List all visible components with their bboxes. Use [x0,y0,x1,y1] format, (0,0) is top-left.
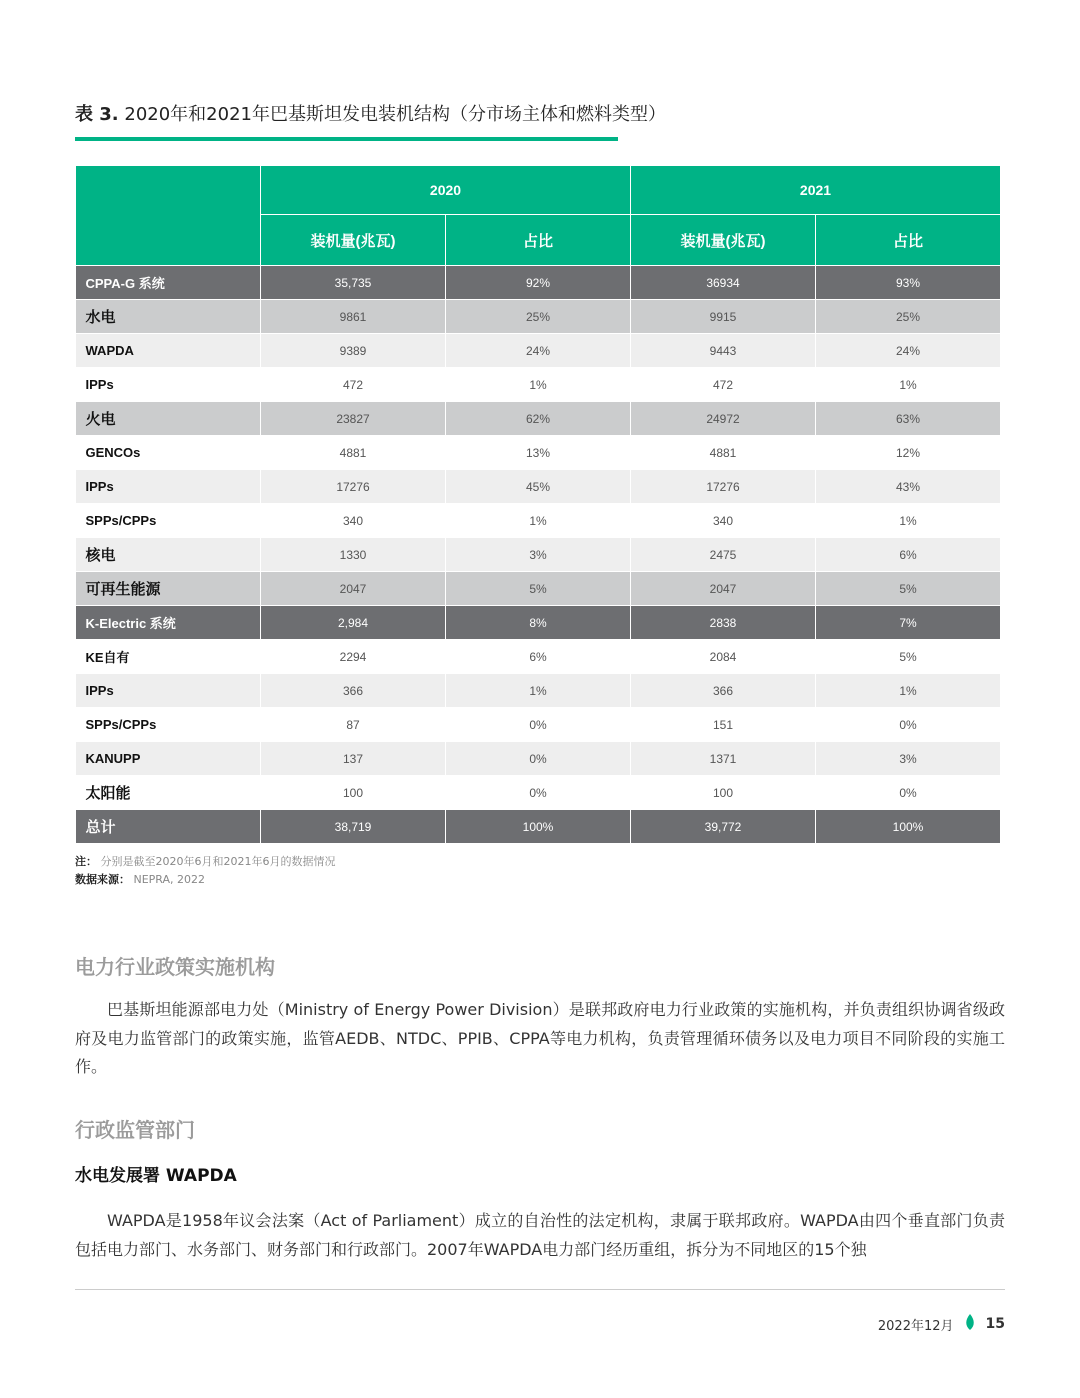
table-row [76,776,1001,810]
table-row [76,572,1001,606]
row-label: 火电 [76,402,261,436]
year-header-2021: 2021 [631,166,1001,215]
capacity-2020-cell: 2294 [261,640,446,674]
row-label: IPPs [76,470,261,504]
year-header-row [76,166,1001,215]
table-row [76,504,1001,538]
row-label: 核电 [76,538,261,572]
share-2020-cell: 45% [446,470,631,504]
caption-underline [75,137,618,141]
capacity-2021-cell: 472 [631,368,816,402]
capacity-2020-cell: 9861 [261,300,446,334]
section-heading-regulators: 行政监管部门 [75,1118,195,1142]
capacity-2020-cell: 23827 [261,402,446,436]
capacity-2021-cell: 2475 [631,538,816,572]
leaf-icon [964,1313,976,1335]
share-2020-cell: 5% [446,572,631,606]
share-2021-cell: 5% [816,640,1001,674]
capacity-2020-cell: 4881 [261,436,446,470]
year-header-2020: 2020 [261,166,631,215]
row-label: 太阳能 [76,776,261,810]
capacity-2020-cell: 35,735 [261,266,446,300]
col-share-2021: 占比 [816,215,1001,266]
row-label: K-Electric 系统 [76,606,261,640]
capacity-2021-cell: 39,772 [631,810,816,844]
table-notes [75,853,335,889]
capacity-2021-cell: 340 [631,504,816,538]
capacity-2021-cell: 36934 [631,266,816,300]
share-2021-cell: 25% [816,300,1001,334]
capacity-2020-cell: 2,984 [261,606,446,640]
share-2020-cell: 24% [446,334,631,368]
share-2021-cell: 24% [816,334,1001,368]
row-label: KE自有 [76,640,261,674]
table-body [76,266,1001,844]
share-2021-cell: 7% [816,606,1001,640]
table-row [76,436,1001,470]
source-line [75,871,335,889]
share-2020-cell: 1% [446,504,631,538]
footer-date: 2022年12月 [877,1318,954,1334]
share-2020-cell: 0% [446,776,631,810]
share-2021-cell: 0% [816,776,1001,810]
table-row [76,300,1001,334]
table-row [76,674,1001,708]
capacity-2020-cell: 366 [261,674,446,708]
share-2020-cell: 62% [446,402,631,436]
table-row [76,334,1001,368]
row-label: SPPs/CPPs [76,504,261,538]
share-2020-cell: 3% [446,538,631,572]
share-2020-cell: 25% [446,300,631,334]
row-label: 水电 [76,300,261,334]
row-label: GENCOs [76,436,261,470]
corner-header-cell [76,166,261,266]
capacity-2021-cell: 2047 [631,572,816,606]
footer-divider [75,1289,1005,1290]
capacity-2020-cell: 38,719 [261,810,446,844]
share-2021-cell: 1% [816,674,1001,708]
page-number: 15 [985,1316,1005,1332]
capacity-2021-cell: 1371 [631,742,816,776]
row-label: IPPs [76,674,261,708]
col-share-2020: 占比 [446,215,631,266]
capacity-2021-cell: 17276 [631,470,816,504]
table-total-row [76,810,1001,844]
capacity-2020-cell: 87 [261,708,446,742]
capacity-2020-cell: 17276 [261,470,446,504]
table-row [76,266,1001,300]
capacity-2020-cell: 472 [261,368,446,402]
share-2021-cell: 1% [816,368,1001,402]
capacity-2020-cell: 100 [261,776,446,810]
table-caption [75,100,666,126]
share-2021-cell: 12% [816,436,1001,470]
capacity-2021-cell: 100 [631,776,816,810]
row-label: CPPA-G 系统 [76,266,261,300]
capacity-2020-cell: 2047 [261,572,446,606]
share-2021-cell: 5% [816,572,1001,606]
note-label: 注： [75,855,97,868]
share-2021-cell: 0% [816,708,1001,742]
table-row [76,606,1001,640]
share-2021-cell: 93% [816,266,1001,300]
table-caption-label: 表 3. [75,104,119,125]
col-capacity-2020: 装机量(兆瓦) [261,215,446,266]
capacity-2021-cell: 9915 [631,300,816,334]
note-text: 分别是截至2020年6月和2021年6月的数据情况 [100,855,336,868]
table-row [76,640,1001,674]
capacity-2021-cell: 9443 [631,334,816,368]
capacity-2020-cell: 9389 [261,334,446,368]
table-row [76,708,1001,742]
table-row [76,368,1001,402]
share-2021-cell: 63% [816,402,1001,436]
share-2021-cell: 1% [816,504,1001,538]
share-2020-cell: 0% [446,708,631,742]
note-line [75,853,335,871]
capacity-2021-cell: 24972 [631,402,816,436]
share-2021-cell: 100% [816,810,1001,844]
table-row [76,742,1001,776]
capacity-2020-cell: 1330 [261,538,446,572]
row-label: 可再生能源 [76,572,261,606]
capacity-2021-cell: 4881 [631,436,816,470]
capacity-table [75,165,1001,844]
share-2021-cell: 43% [816,470,1001,504]
section-heading-policy: 电力行业政策实施机构 [75,955,275,979]
section-paragraph-wapda: WAPDA是1958年议会法案（Act of Parliament）成立的自治性的法定机构，隶属于联邦政府。WAPDA由四个垂直部门负责包括电力部门、水务部门、财务部门和行政部门。2007年WAPDA电力部门经历重组，拆分为不同地区的15个独 [75,1211,1005,1259]
table-row [76,402,1001,436]
share-2021-cell: 3% [816,742,1001,776]
capacity-2021-cell: 2084 [631,640,816,674]
capacity-2021-cell: 151 [631,708,816,742]
share-2020-cell: 0% [446,742,631,776]
share-2020-cell: 100% [446,810,631,844]
share-2020-cell: 1% [446,674,631,708]
subheading-wapda: 水电发展署 WAPDA [75,1166,237,1186]
share-2020-cell: 1% [446,368,631,402]
share-2020-cell: 6% [446,640,631,674]
source-text: NEPRA, 2022 [133,873,206,886]
share-2020-cell: 92% [446,266,631,300]
row-label: SPPs/CPPs [76,708,261,742]
section-paragraph-policy: 巴基斯坦能源部电力处（Ministry of Energy Power Division）是联邦政府电力行业政策的实施机构，并负责组织协调省级政府及电力监管部门的政策实施，监管AEDB、NTDC、PPIB、CPPA等电力机构，负责管理循环债务以及电力项目不同阶段的实施工作。 [75,1000,1005,1076]
share-2021-cell: 6% [816,538,1001,572]
capacity-2020-cell: 340 [261,504,446,538]
table-row [76,470,1001,504]
table-row [76,538,1001,572]
capacity-2020-cell: 137 [261,742,446,776]
capacity-2021-cell: 366 [631,674,816,708]
share-2020-cell: 13% [446,436,631,470]
share-2020-cell: 8% [446,606,631,640]
page-footer [878,1313,1005,1335]
row-label: 总计 [76,810,261,844]
row-label: KANUPP [76,742,261,776]
row-label: IPPs [76,368,261,402]
row-label: WAPDA [76,334,261,368]
col-capacity-2021: 装机量(兆瓦) [631,215,816,266]
table-caption-text: 2020年和2021年巴基斯坦发电装机结构（分市场主体和燃料类型） [124,104,666,125]
capacity-2021-cell: 2838 [631,606,816,640]
source-label: 数据来源： [75,873,130,886]
